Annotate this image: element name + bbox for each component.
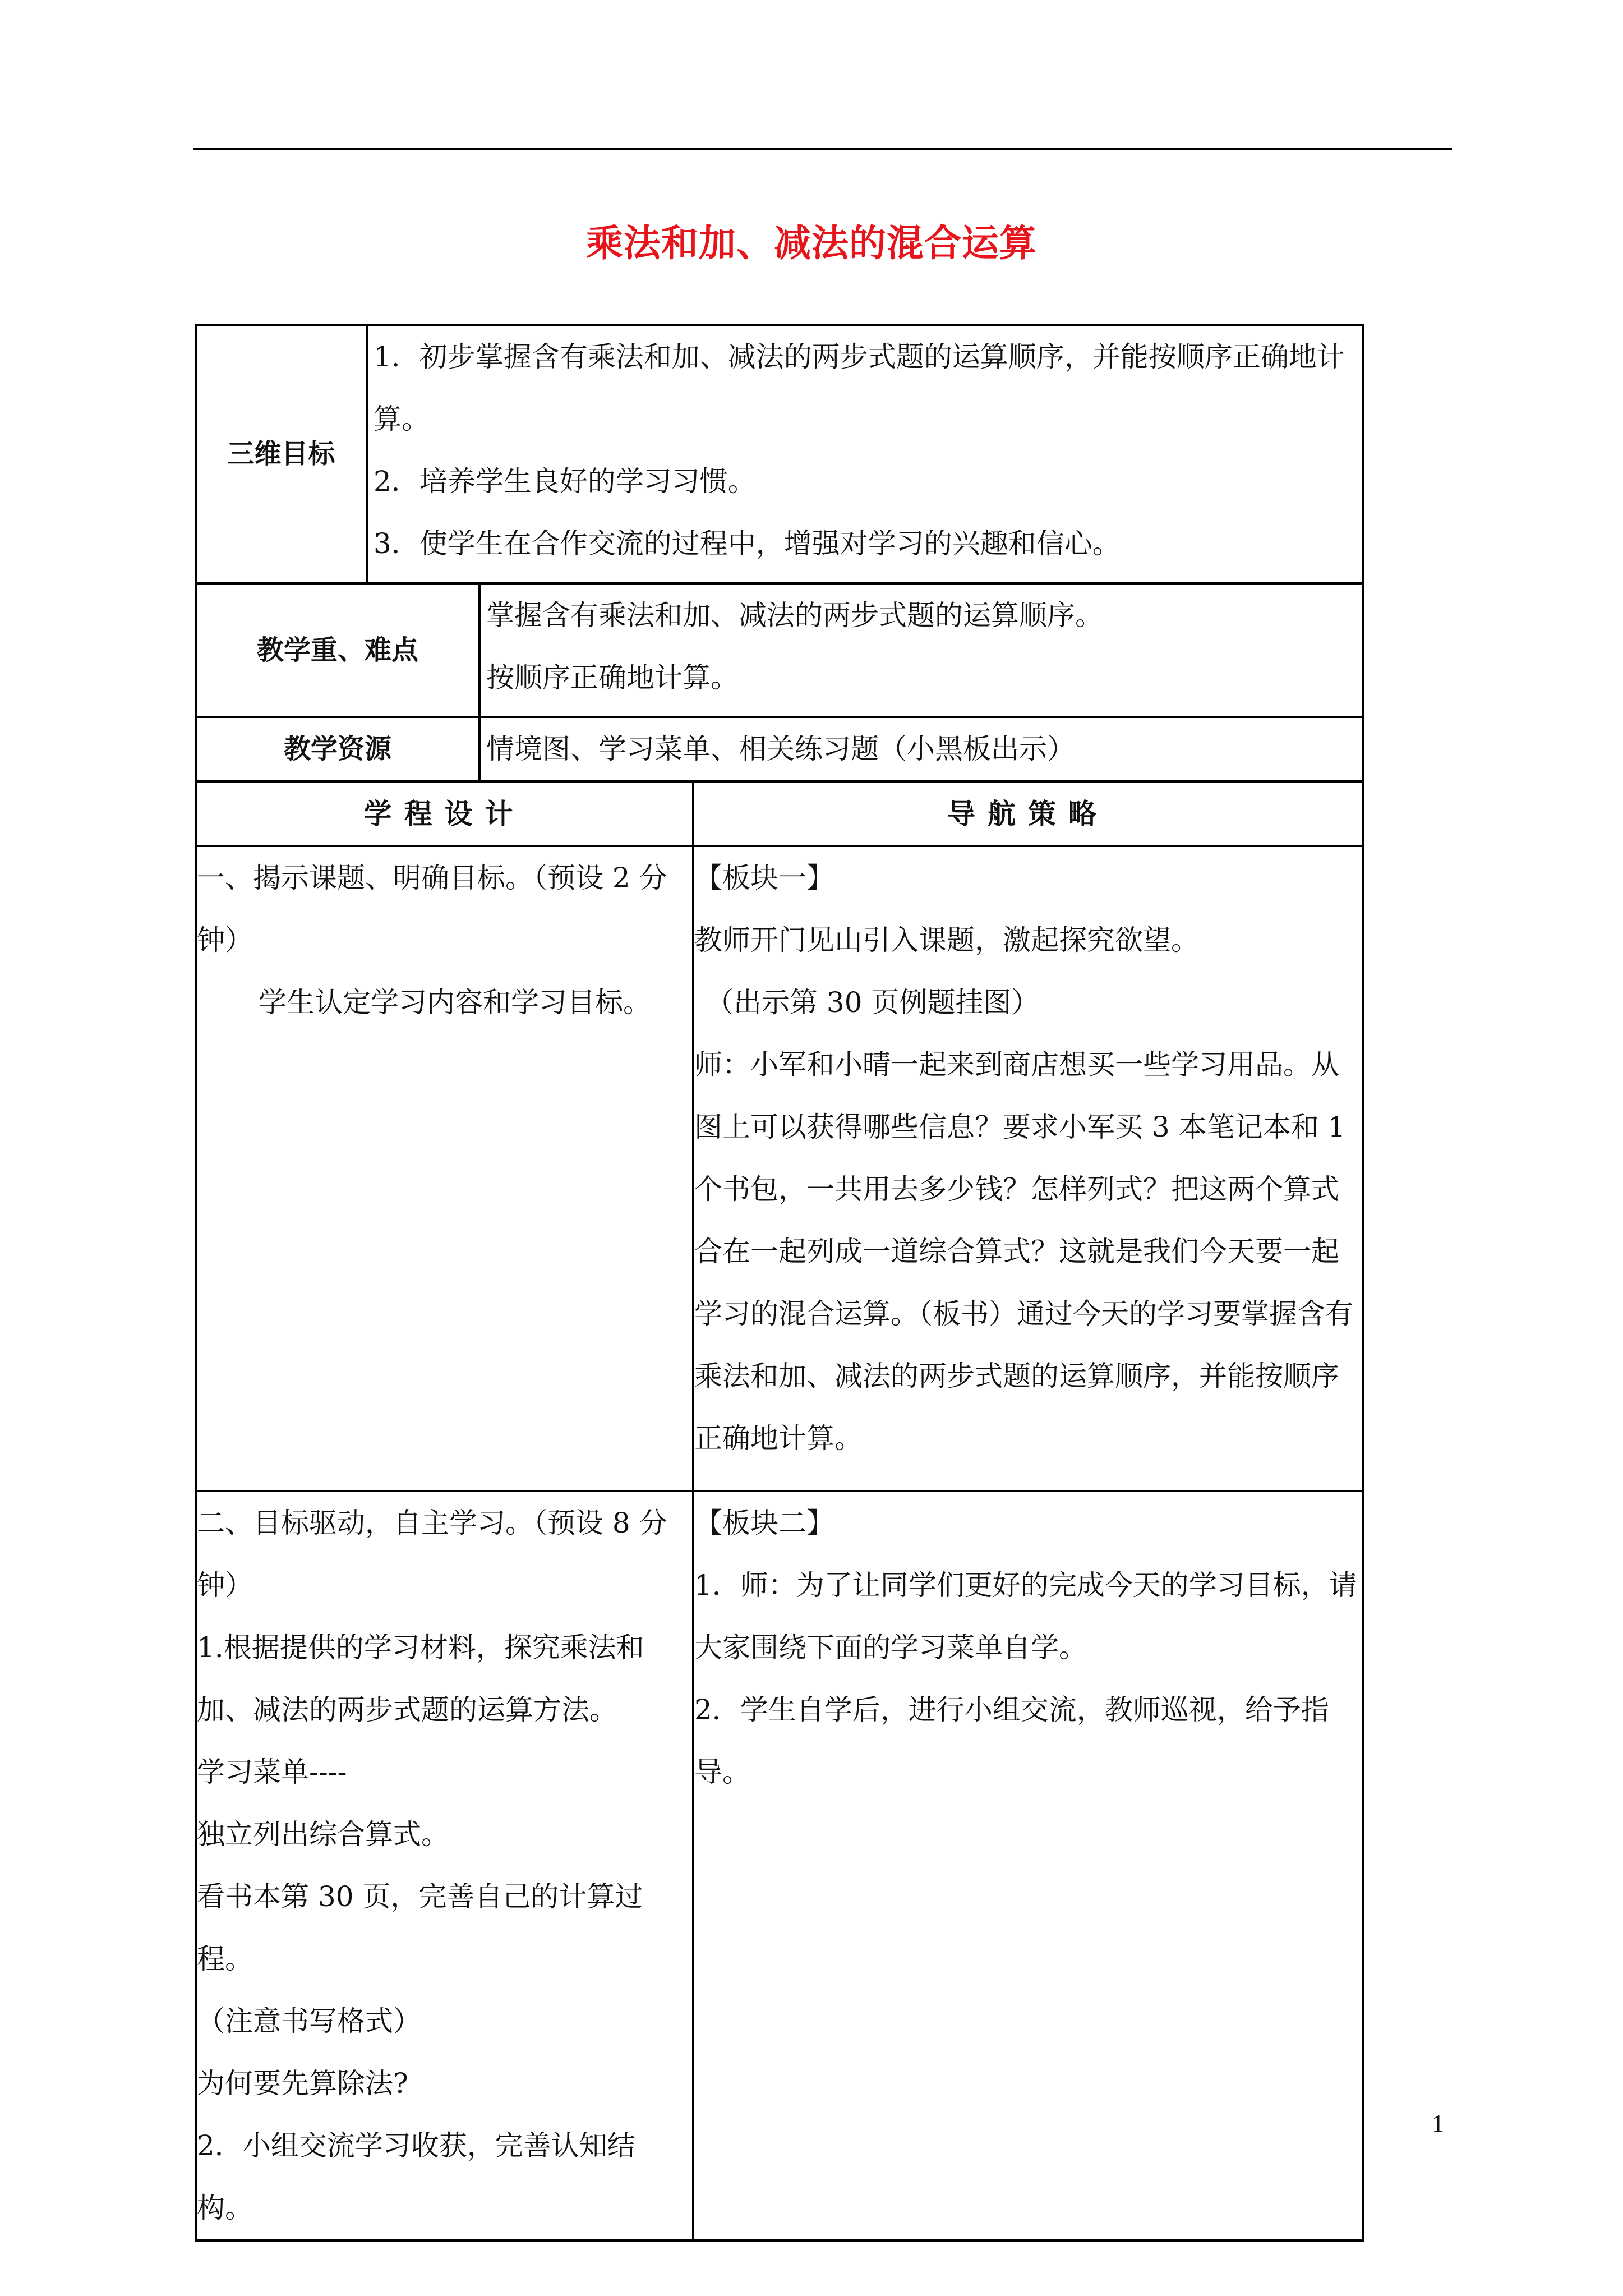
block-heading: 【板块一】 xyxy=(694,862,834,894)
plan-text: 师：小军和小晴一起来到商店想买一些学习用品。从图上可以获得哪些信息？要求小军买 3 本笔记本和 1 个书包，一共用去多少钱？怎样列式？把这两个算式合在一起列成一道综合算式？这就是我们今天要一起学习的混合运算。（板书）通过今天的学习要掌握含有乘法和加、减法的两步式题的运算顺序，并能按顺序正确地计算。 xyxy=(694,1048,1353,1455)
plan-text: 独立列出综合算式。 xyxy=(197,1818,449,1851)
plan-row-1-right xyxy=(693,846,1363,1491)
objectives-content xyxy=(367,325,1363,583)
plan-row xyxy=(196,1491,1363,2240)
resources-text: 情境图、学习菜单、相关练习题（小黑板出示） xyxy=(486,733,1075,765)
objective-item: 3．使学生在合作交流的过程中，增强对学习的兴趣和信心。 xyxy=(374,527,1121,560)
key-points-table xyxy=(195,582,1364,783)
lesson-plan-table xyxy=(195,780,1364,2242)
plan-text: 教师开门见山引入课题，激起探究欲望。 xyxy=(694,924,1199,956)
column-header-strategy: 导航策略 xyxy=(693,781,1363,846)
plan-row-1-left xyxy=(196,846,693,1491)
document-title: 乘法和加、减法的混合运算 xyxy=(586,221,1037,265)
plan-text: 2．学生自学后，进行小组交流，教师巡视，给予指导。 xyxy=(694,1694,1329,1788)
column-header-design: 学程设计 xyxy=(196,781,693,846)
plan-text: 学生认定学习内容和学习目标。 xyxy=(259,986,651,1019)
key-points-label: 教学重、难点 xyxy=(196,583,479,717)
plan-text: 为何要先算除法? xyxy=(197,2067,408,2100)
plan-text: （出示第 30 页例题挂图） xyxy=(706,986,1040,1019)
resources-content xyxy=(479,717,1363,781)
objectives-table xyxy=(195,324,1364,585)
plan-text: 学习菜单---- xyxy=(197,1756,347,1788)
section-heading: 一、揭示课题、明确目标。（预设 2 分钟） xyxy=(197,862,667,956)
plan-text: 1.根据提供的学习材料，探究乘法和加、减法的两步式题的运算方法。 xyxy=(197,1631,644,1726)
key-points-content xyxy=(479,583,1363,717)
objectives-label: 三维目标 xyxy=(196,325,367,583)
resources-label: 教学资源 xyxy=(196,717,479,781)
objective-item: 2．培养学生良好的学习习惯。 xyxy=(374,465,756,498)
plan-text: 看书本第 30 页，完善自己的计算过程。 xyxy=(197,1880,643,1975)
objective-item: 1．初步掌握含有乘法和加、减法的两步式题的运算顺序，并能按顺序正确地计算。 xyxy=(374,341,1345,435)
plan-row-2-left xyxy=(196,1491,693,2240)
header-rule xyxy=(193,148,1452,150)
key-point-item: 掌握含有乘法和加、减法的两步式题的运算顺序。 xyxy=(486,599,1103,632)
section-heading: 二、目标驱动，自主学习。（预设 8 分钟） xyxy=(197,1507,667,1602)
block-heading: 【板块二】 xyxy=(694,1507,834,1539)
plan-row-2-right xyxy=(693,1491,1363,2240)
plan-text: 2．小组交流学习收获，完善认知结构。 xyxy=(197,2129,635,2224)
plan-text: （注意书写格式） xyxy=(197,2005,421,2037)
key-point-item: 按顺序正确地计算。 xyxy=(486,661,739,694)
page-number: 1 xyxy=(1432,2110,1444,2137)
plan-row xyxy=(196,846,1363,1491)
plan-text: 1．师：为了让同学们更好的完成今天的学习目标，请大家围绕下面的学习菜单自学。 xyxy=(694,1569,1357,1664)
